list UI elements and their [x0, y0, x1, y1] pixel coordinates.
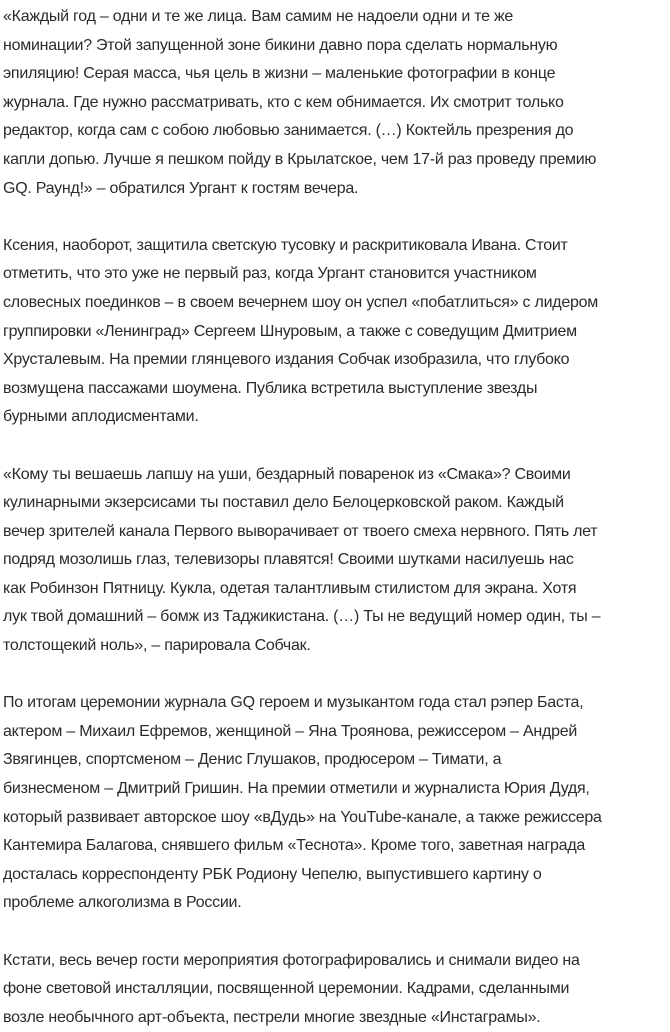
article-paragraph — [3, 232, 670, 432]
paragraph-line: который развивает авторское шоу «вДудь» на YouTube-канале, а также режиссера — [3, 808, 602, 826]
paragraph-line: Ксения, наоборот, защитила светскую тусовку и раскритиковала Ивана. Стоит — [3, 236, 568, 254]
paragraph-line: Кстати, весь вечер гости мероприятия фотографировались и снимали видео на — [3, 951, 580, 969]
paragraph-line: группировки «Ленинград» Сергеем Шнуровым, а также с соведущим Дмитрием — [3, 322, 577, 340]
paragraph-line: возле необычного арт-объекта, пестрели многие звездные «Инстаграмы». — [3, 1008, 541, 1026]
paragraph-line: досталась корреспонденту РБК Родиону Чепелю, выпустившего картину о — [3, 865, 542, 883]
paragraph-line: как Робинзон Пятницу. Кукла, одетая талантливым стилистом для экрана. Хотя — [3, 579, 577, 597]
article-paragraph — [3, 461, 670, 661]
paragraph-line: капли допью. Лучше я пешком пойду в Крылатское, чем 17-й раз проведу премию — [3, 150, 597, 168]
paragraph-line: кулинарными экзерсисами ты поставил дело Белоцерковской раком. Каждый — [3, 494, 564, 512]
article-paragraph — [3, 947, 670, 1032]
paragraph-line: эпиляцию! Серая масса, чья цель в жизни – маленькие фотографии в конце — [3, 65, 556, 83]
paragraph-line: вечер зрителей канала Первого выворачивает от твоего смеха нервного. Пять лет — [3, 522, 598, 540]
paragraph-line: бизнесменом – Дмитрий Гришин. На премии отметили и журналиста Юрия Дудя, — [3, 780, 590, 798]
paragraph-line: номинации? Этой запущенной зоне бикини давно пора сделать нормальную — [3, 36, 558, 54]
paragraph-line: лук твой домашний – бомж из Таджикистана. (…) Ты не ведущий номер один, ты – — [3, 608, 601, 626]
paragraph-line: бурными аплодисментами. — [3, 408, 199, 426]
paragraph-line: отметить, что это уже не первый раз, когда Ургант становится участником — [3, 265, 537, 283]
paragraph-line: По итогам церемонии журнала GQ героем и музыкантом года стал рэпер Баста, — [3, 694, 584, 712]
paragraph-line: словесных поединков – в своем вечернем шоу он успел «побатлиться» с лидером — [3, 293, 599, 311]
paragraph-line: Звягинцев, спортсменом – Денис Глушаков, продюсером – Тимати, а — [3, 751, 502, 769]
paragraph-line: актером – Михаил Ефремов, женщиной – Яна Троянова, режиссером – Андрей — [3, 722, 578, 740]
paragraph-line: Хрусталевым. На премии глянцевого издания Собчак изобразила, что глубоко — [3, 351, 570, 369]
paragraph-line: толстощекий ноль», – парировала Собчак. — [3, 637, 311, 655]
paragraph-line: подряд мозолишь глаз, телевизоры плавятся! Своими шутками насилуешь нас — [3, 551, 574, 569]
paragraph-line: фоне световой инсталляции, посвященной церемонии. Кадрами, сделанными — [3, 980, 570, 998]
paragraph-line: GQ. Раунд!» – обратился Ургант к гостям вечера. — [3, 179, 359, 197]
paragraph-line: Кантемира Балагова, снявшего фильм «Теснота». Кроме того, заветная награда — [3, 837, 586, 855]
article-paragraph — [3, 3, 670, 203]
article-paragraph — [3, 689, 670, 918]
paragraph-line: «Кому ты вешаешь лапшу на уши, бездарный поваренок из «Смака»? Своими — [3, 465, 571, 483]
paragraph-line: проблеме алкоголизма в России. — [3, 894, 242, 912]
paragraph-line: «Каждый год – одни и те же лица. Вам самим не надоели одни и те же — [3, 8, 514, 25]
paragraph-line: возмущена пассажами шоумена. Публика встретила выступление звезды — [3, 379, 538, 397]
paragraph-line: редактор, когда сам с собою любовью занимается. (…) Коктейль презрения до — [3, 122, 574, 140]
paragraph-line: журнала. Где нужно рассматривать, кто с кем обнимается. Их смотрит только — [3, 93, 564, 111]
